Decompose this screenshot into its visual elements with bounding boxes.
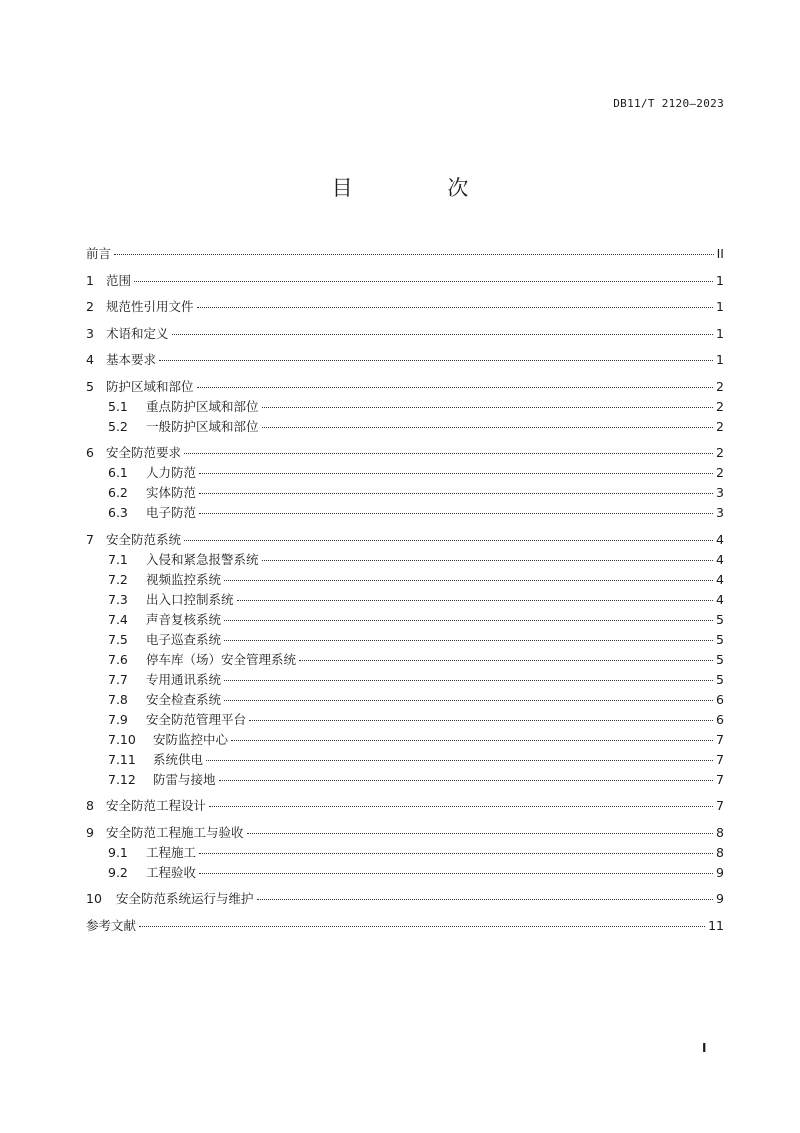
toc-entry-page: 5 [716,651,724,667]
toc-entry-title: 重点防护区域和部位 [146,398,259,414]
toc-entry[interactable] [86,570,724,590]
document-code: DB11/T 2120—2023 [613,97,724,110]
toc-dot-leader [237,600,714,601]
toc-entry[interactable] [86,483,724,503]
toc-entry-title: 系统供电 [153,751,204,767]
toc-entry[interactable] [86,271,724,291]
toc-entry-number: 7.4 [108,611,128,627]
toc-entry-number: 7.1 [108,551,128,567]
toc-entry-page: 7 [716,771,724,787]
toc-entry[interactable] [86,590,724,610]
toc-dot-leader [206,760,713,761]
toc-entry-title: 基本要求 [106,352,157,367]
toc-entry[interactable] [86,350,724,370]
toc-entry-page: 9 [716,864,724,880]
toc-dot-leader [219,780,714,781]
toc-entry-number: 7.11 [108,751,136,767]
toc-entry-page: 2 [716,378,724,394]
toc-entry[interactable] [86,750,724,770]
toc-entry-page: II [716,246,724,261]
toc-dot-leader [262,407,714,408]
toc-entry[interactable] [86,397,724,417]
toc-entry[interactable] [86,670,724,690]
toc-entry-number: 4 [86,352,94,367]
page-number: I [702,1041,707,1055]
toc-entry[interactable] [86,770,724,790]
toc-entry-page: 4 [716,551,724,567]
toc-entry-number: 3 [86,325,94,341]
toc-entry-number: 9.1 [108,844,128,860]
toc-dot-leader [224,680,713,681]
toc-entry-title: 实体防范 [146,485,197,500]
toc-entry-title: 工程验收 [146,864,197,880]
toc-entry-page: 7 [716,798,724,813]
toc-dot-leader [199,493,713,494]
toc-entry-page: 7 [716,731,724,747]
toc-dot-leader [199,473,713,474]
toc-entry-page: 6 [716,691,724,707]
toc-entry[interactable] [86,550,724,570]
toc-entry[interactable] [86,377,724,397]
toc-entry-title: 一般防护区域和部位 [146,418,259,434]
toc-entry-number: 5.1 [108,398,128,414]
toc-entry-page: 2 [716,398,724,414]
toc-entry[interactable] [86,650,724,670]
toc-entry[interactable] [86,863,724,883]
toc-entry-title: 安全检查系统 [146,691,222,707]
toc-dot-leader [197,307,714,308]
toc-entry-number: 5.2 [108,418,128,434]
toc-entry-number: 7.3 [108,591,128,607]
toc-entry[interactable] [86,417,724,437]
toc-entry[interactable] [86,530,724,550]
toc-entry-number: 6 [86,445,94,460]
toc-entry-page: 4 [716,531,724,547]
toc-entry-title: 术语和定义 [106,325,169,341]
toc-entry-title: 声音复核系统 [146,611,222,627]
toc-dot-leader [262,427,714,428]
toc-entry-number: 9 [86,824,94,840]
toc-entry[interactable] [86,889,724,909]
toc-entry[interactable] [86,610,724,630]
toc-entry[interactable] [86,796,724,816]
toc-entry-title: 安全防范管理平台 [146,711,247,727]
toc-entry-number: 10 [86,891,102,906]
toc-entry-page: 5 [716,631,724,647]
toc-entry[interactable] [86,690,724,710]
toc-entry[interactable] [86,916,724,936]
toc-entry-number: 7.12 [108,771,136,787]
toc-entry[interactable] [86,324,724,344]
toc-entry-title: 规范性引用文件 [106,299,194,314]
toc-entry-page: 6 [716,711,724,727]
toc-entry-title: 电子巡查系统 [146,631,222,647]
toc-dot-leader [262,560,714,561]
toc-entry-title: 出入口控制系统 [146,591,234,607]
toc-dot-leader [159,360,713,361]
toc-dot-leader [199,853,713,854]
toc-entry-page: 9 [716,891,724,906]
toc-entry-number: 7.10 [108,731,136,747]
toc-entry-page: 1 [716,299,724,314]
toc-entry[interactable] [86,503,724,523]
toc-entry[interactable] [86,730,724,750]
toc-dot-leader [224,620,713,621]
toc-entry-number: 5 [86,378,94,394]
toc-entry-number: 7.7 [108,671,128,687]
toc-entry-page: 8 [716,844,724,860]
toc-entry-title: 安全防范工程施工与验收 [106,824,244,840]
toc-entry-title: 安防监控中心 [153,731,229,747]
toc-dot-leader [184,453,713,454]
toc-entry-title: 电子防范 [146,505,197,520]
toc-entry-number: 7.5 [108,631,128,647]
toc-dot-leader [199,513,713,514]
toc-entry-page: 3 [716,505,724,520]
toc-dot-leader [231,740,713,741]
toc-entry-page: 5 [716,611,724,627]
toc-entry-title: 参考文献 [86,917,137,933]
toc-dot-leader [114,254,714,255]
toc-entry-number: 7.8 [108,691,128,707]
toc-entry-title: 专用通讯系统 [146,671,222,687]
toc-entry[interactable] [86,463,724,483]
toc-entry[interactable] [86,630,724,650]
toc-entry-page: 3 [716,485,724,500]
toc-dot-leader [172,334,714,335]
toc-entry-title: 视频监控系统 [146,571,222,587]
toc-dot-leader [299,660,713,661]
toc-entry-number: 6.2 [108,485,128,500]
toc-entry-page: 2 [716,418,724,434]
toc-entry-number: 7.2 [108,571,128,587]
table-of-contents [86,244,724,936]
toc-entry-page: 4 [716,571,724,587]
toc-entry[interactable] [86,710,724,730]
page-title: 目 次 [331,176,513,200]
toc-entry-number: 7.6 [108,651,128,667]
toc-entry-number: 7.9 [108,711,128,727]
toc-entry-title: 安全防范工程设计 [106,798,207,813]
toc-entry-title: 防雷与接地 [153,771,216,787]
toc-entry-title: 停车库（场）安全管理系统 [146,651,297,667]
toc-entry[interactable] [86,843,724,863]
toc-entry-number: 8 [86,798,94,813]
toc-entry-number: 9.2 [108,864,128,880]
toc-entry-page: 2 [716,465,724,480]
toc-entry-number: 1 [86,272,94,288]
toc-entry-title: 工程施工 [146,844,197,860]
toc-entry-page: 1 [716,325,724,341]
toc-entry[interactable] [86,823,724,843]
toc-dot-leader [134,281,713,282]
toc-entry-title: 安全防范要求 [106,445,182,460]
toc-dot-leader [224,640,713,641]
toc-entry-title: 入侵和紧急报警系统 [146,551,259,567]
toc-entry-number: 6.3 [108,505,128,520]
toc-entry-page: 4 [716,591,724,607]
toc-entry-title: 防护区域和部位 [106,378,194,394]
toc-entry-title: 人力防范 [146,465,197,480]
toc-dot-leader [224,700,713,701]
toc-entry-number: 7 [86,531,94,547]
toc-entry-page: 5 [716,671,724,687]
toc-entry-page: 1 [716,352,724,367]
toc-entry-page: 11 [708,917,724,933]
toc-entry-title: 范围 [106,272,132,288]
toc-dot-leader [224,580,713,581]
toc-entry[interactable] [86,244,724,264]
toc-entry-number: 6.1 [108,465,128,480]
toc-dot-leader [247,833,714,834]
toc-dot-leader [199,873,713,874]
toc-entry-page: 8 [716,824,724,840]
toc-entry-page: 1 [716,272,724,288]
toc-entry-number: 2 [86,299,94,314]
toc-dot-leader [139,926,705,927]
toc-entry-page: 7 [716,751,724,767]
toc-dot-leader [184,540,713,541]
toc-entry[interactable] [86,443,724,463]
toc-entry[interactable] [86,297,724,317]
toc-dot-leader [257,899,714,900]
toc-entry-title: 安全防范系统运行与维护 [116,891,254,906]
toc-dot-leader [209,806,713,807]
toc-entry-title: 前言 [86,246,112,261]
toc-entry-title: 安全防范系统 [106,531,182,547]
toc-entry-page: 2 [716,445,724,460]
toc-dot-leader [249,720,713,721]
toc-dot-leader [197,387,714,388]
